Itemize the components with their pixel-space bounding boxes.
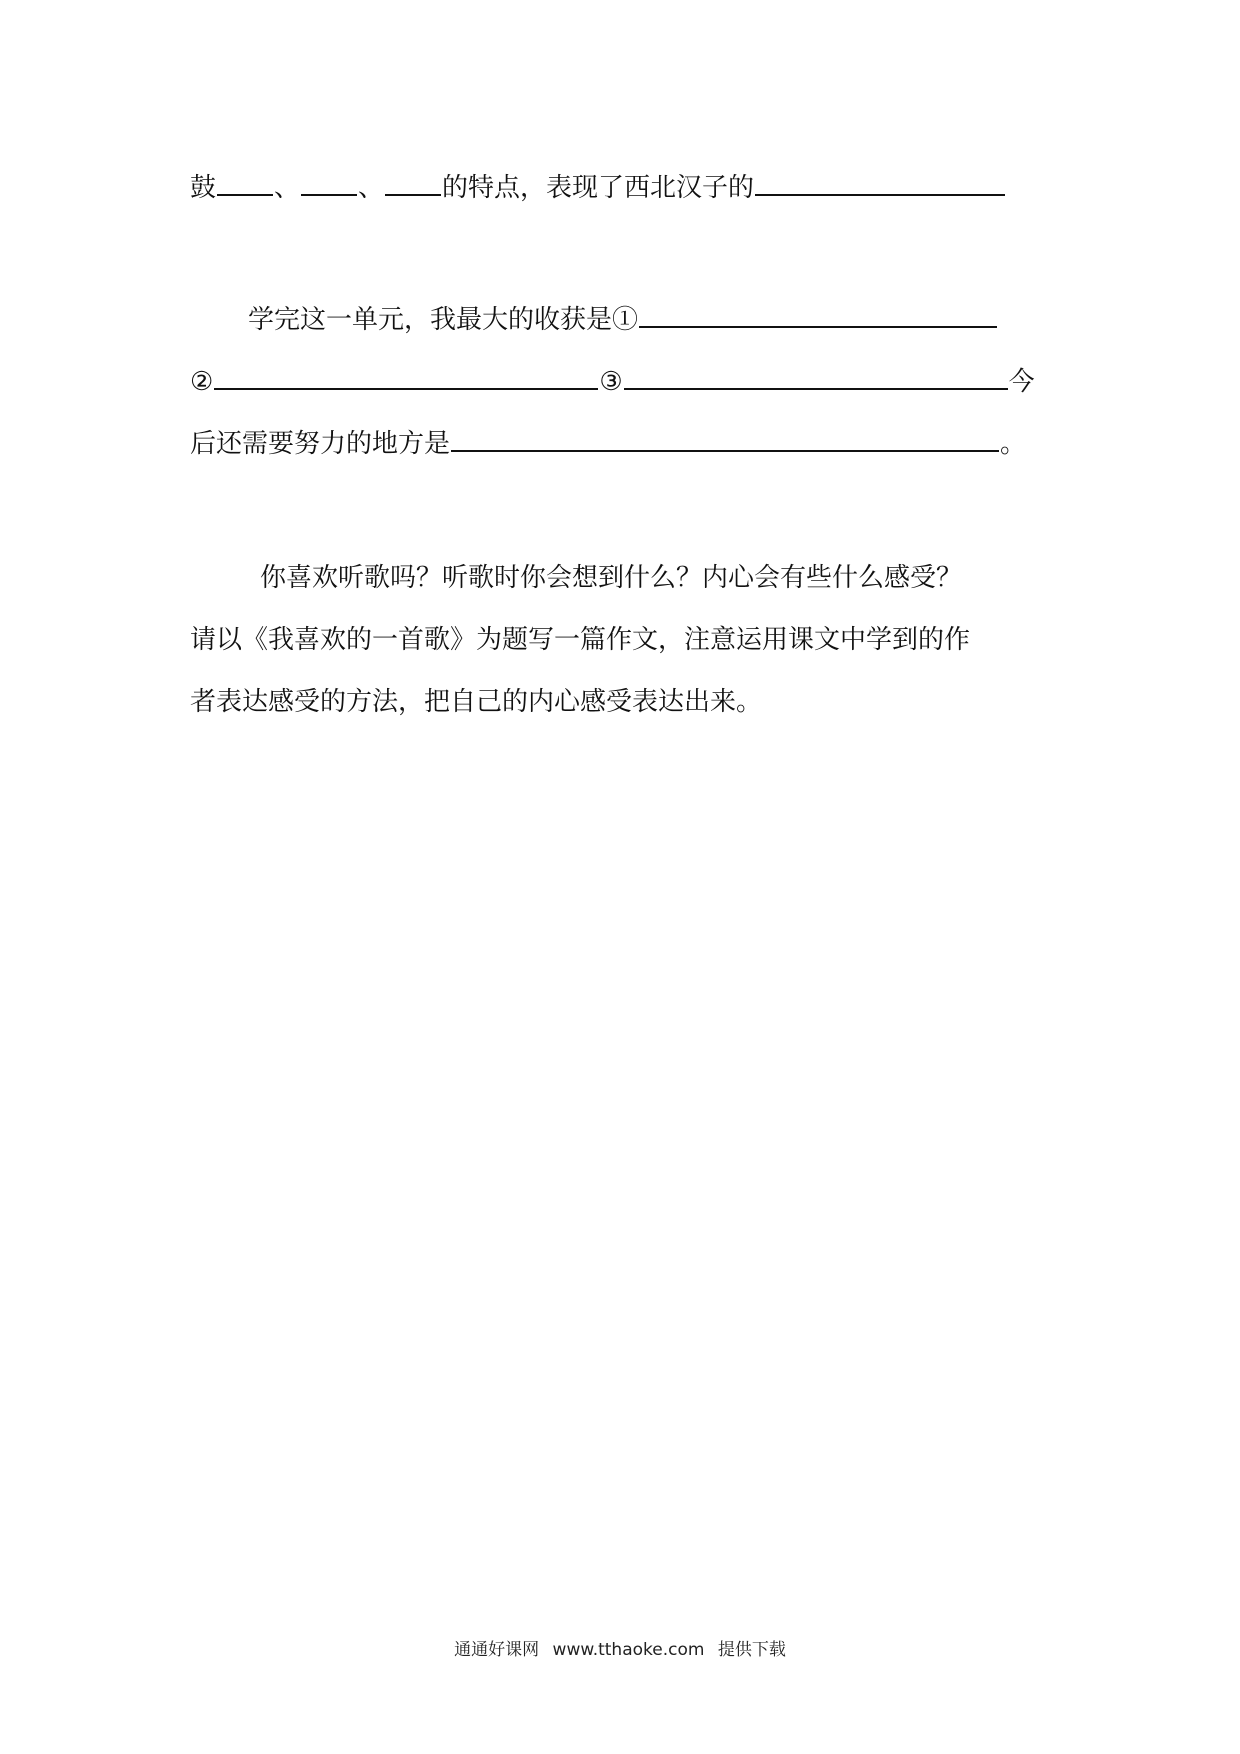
improve-blank[interactable] [451, 422, 999, 452]
summary-line-1 [190, 298, 1058, 338]
essay-prompt-3: 者表达感受的方法，把自己的内心感受表达出来。 [190, 687, 763, 717]
blank-3[interactable] [385, 166, 441, 196]
summary-gain-text: 学完这一单元，我最大的收获是① [248, 305, 639, 335]
improve-text: 后还需要努力的地方是 [190, 429, 451, 459]
essay-prompt-line-3 [190, 682, 1058, 722]
period: 。 [1000, 429, 1027, 459]
essay-prompt-1: 你喜欢听歌吗？听歌时你会想到什么？内心会有些什么感受？ [260, 563, 963, 593]
page-footer [0, 1635, 1240, 1660]
gain-blank-2[interactable] [214, 360, 598, 390]
gain-blank-3[interactable] [624, 360, 1008, 390]
blank-2[interactable] [301, 166, 357, 196]
footer-suffix: 提供下载 [717, 1640, 786, 1660]
footer-url[interactable]: www.tthaoke.com [552, 1640, 705, 1660]
mark-three: ③ [599, 367, 623, 397]
summary-line-3 [190, 422, 1058, 462]
text-jin: 今 [1008, 367, 1035, 397]
blank-4[interactable] [755, 166, 1005, 196]
gain-blank-1[interactable] [639, 298, 997, 328]
fill-line-drum [190, 166, 1058, 206]
text-feature: 的特点，表现了西北汉子的 [442, 173, 755, 203]
summary-line-2 [190, 360, 1058, 400]
mark-two: ② [190, 367, 214, 397]
essay-prompt-line-2 [190, 620, 1058, 660]
blank-1[interactable] [217, 166, 273, 196]
text-drum: 鼓 [190, 173, 217, 203]
essay-prompt-2: 请以《我喜欢的一首歌》为题写一篇作文，注意运用课文中学到的作 [190, 625, 971, 655]
separator-1: 、 [274, 173, 301, 203]
essay-prompt-line-1 [190, 558, 1058, 598]
separator-2: 、 [358, 173, 385, 203]
footer-site-name: 通通好课网 [454, 1640, 540, 1660]
